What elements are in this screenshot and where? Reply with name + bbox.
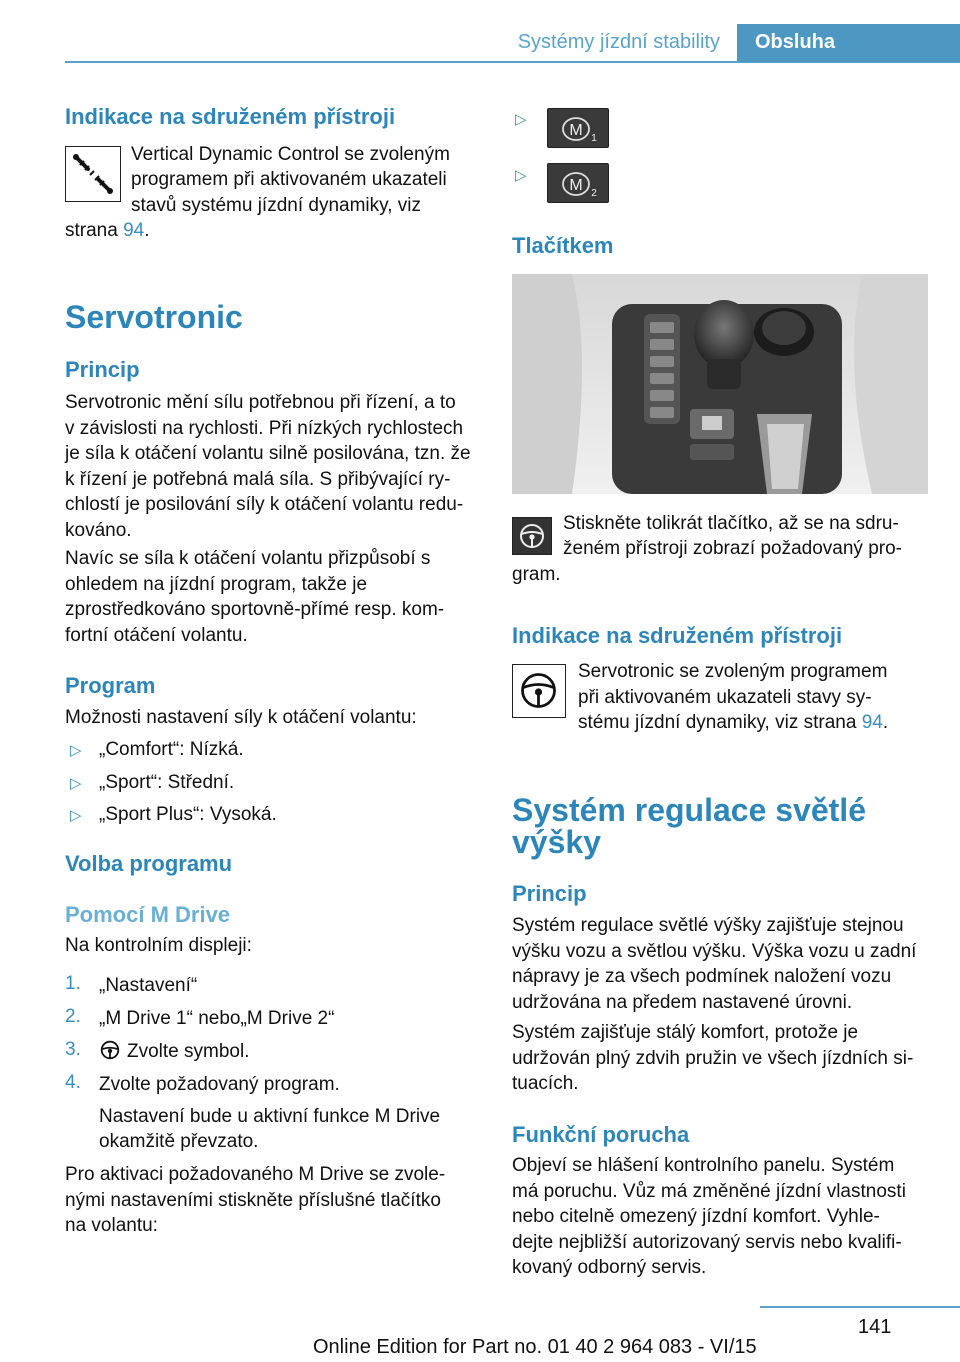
m2-letter: M <box>569 177 583 194</box>
text-line: Systém zajišťuje stálý komfort, protože je <box>512 1022 859 1043</box>
aktivace-paragraph <box>65 1162 485 1239</box>
step-note-line: Nastavení bude u aktivní funkce M Drive <box>99 1106 441 1127</box>
text-line: k řízení je potřebná malá síla. S přibývající ry‐ <box>65 468 451 490</box>
text-line: ohledem na jízdní program, takže je <box>65 573 368 595</box>
step-text: „Nastavení“ <box>99 975 198 996</box>
heading-system-line-2: výšky <box>512 824 601 860</box>
text-line: v závislosti na rychlosti. Při nízkých rychlostech <box>65 417 464 439</box>
step-number: 4. <box>65 1072 81 1093</box>
text-line: Systém regulace světlé výšky zajišťuje stejnou <box>512 915 904 936</box>
steering-wheel-indicator-icon <box>512 664 566 718</box>
heading-pomoci-m-drive: Pomocí M Drive <box>65 902 231 927</box>
shock-absorber-icon <box>65 146 121 202</box>
text-line: Objeví se hlášení kontrolního panelu. Systém <box>512 1155 895 1176</box>
pomoci-intro: Na kontrolním displeji: <box>65 935 252 956</box>
text-line: kovaný odborný servis. <box>512 1257 707 1278</box>
steering-wheel-icon <box>100 1040 120 1065</box>
text-line: Servotronic mění sílu potřebnou při řízení, a to <box>65 392 456 413</box>
program-item: „Sport Plus“: Vysoká. <box>99 804 277 825</box>
text-line: nápravy je za všech podmínek naložení vozu <box>512 966 892 987</box>
text-line: výšku vozu a světlou výšku. Výška vozu u zadní <box>512 940 917 962</box>
ind-text-line-3 <box>578 710 888 736</box>
heading-porucha: Funkční porucha <box>512 1122 690 1147</box>
header-chapter-tab: Obsluha <box>737 24 960 62</box>
heading-system-line-1: Systém regulace světlé <box>512 792 866 828</box>
heading-indikace: Indikace na sdruženém přístroji <box>65 104 396 129</box>
heading-princip-right: Princip <box>512 881 587 906</box>
princip-right-paragraph <box>512 913 932 1015</box>
bullet-triangle-icon: ▷ <box>515 111 527 128</box>
indikace-text-line-1: Vertical Dynamic Control se zvoleným <box>131 144 450 165</box>
heading-indikace-right: Indikace na sdruženém přístroji <box>512 623 843 648</box>
text-line: nými nastaveními stiskněte příslušné tlačítko <box>65 1189 441 1211</box>
program-item: „Sport“: Střední. <box>99 772 235 793</box>
m2-button-icon <box>547 163 609 203</box>
text-line: udržován plný zdvih pružin ve všech jízdních si‐ <box>512 1047 914 1069</box>
system-paragraph <box>512 1020 932 1097</box>
page-number: 141 <box>858 1316 892 1338</box>
indikace-strana: strana <box>65 220 124 241</box>
m1-button-icon <box>547 108 609 148</box>
indikace-text-line-3: stavů systému jízdní dynamiky, viz <box>131 195 422 216</box>
stisk-text-line-3: gram. <box>512 564 561 585</box>
step-text: Zvolte požadovaný program. <box>99 1074 340 1095</box>
heading-tlacitkem: Tlačítkem <box>512 233 614 258</box>
text-line: fortní otáčení volantu. <box>65 624 248 646</box>
text-line: zprostředkováno sportovně-přímé resp. kom‐ <box>65 599 445 620</box>
program-intro: Možnosti nastavení síly k otáčení volantu: <box>65 707 417 728</box>
ind-period: . <box>882 712 889 733</box>
ind-text-line-2: při aktivovaném ukazateli stavy sy‐ <box>578 687 872 708</box>
text-line: Pro aktivaci požadovaného M Drive se zvole‐ <box>65 1164 446 1185</box>
footer-edition: Online Edition for Part no. 01 40 2 964 083 - VI/15 <box>313 1336 757 1358</box>
bullet-triangle-icon: ▷ <box>515 167 527 184</box>
program-item: „Comfort“: Nízká. <box>99 739 244 760</box>
m2-subscript: 2 <box>591 188 597 199</box>
m1-subscript: 1 <box>591 133 597 144</box>
stisk-text-line-1: Stiskněte tolikrát tlačítko, až se na sdru‐ <box>563 513 899 534</box>
steering-wheel-button-icon <box>512 517 552 555</box>
text-line: tuacích. <box>512 1073 579 1094</box>
navic-paragraph <box>65 546 485 648</box>
text-line: má poruchu. Vůz má změněné jízdní vlastnosti <box>512 1180 906 1202</box>
text-line: dejte nejbližší autorizovaný servis nebo kvalifi‐ <box>512 1231 902 1253</box>
heading-program: Program <box>65 673 156 698</box>
text-line: chlostí je posilování síly k otáčení volantu redu‐ <box>65 494 464 515</box>
heading-servotronic: Servotronic <box>65 299 243 335</box>
bullet-triangle-icon: ▷ <box>70 807 82 824</box>
step-number: 3. <box>65 1039 81 1060</box>
heading-princip: Princip <box>65 357 140 382</box>
m1-letter: M <box>569 122 583 139</box>
page-link-94[interactable]: 94 <box>123 220 145 241</box>
step-text: „M Drive 1“ nebo„M Drive 2“ <box>99 1008 335 1029</box>
text-line: Navíc se síla k otáčení volantu přizpůsobí s <box>65 548 431 569</box>
indikace-text-line-4 <box>65 218 150 244</box>
step-number: 2. <box>65 1006 81 1027</box>
text-line: je síla k otáčení volantu silně posilována, tzn. že <box>65 443 471 464</box>
heading-volba: Volba programu <box>65 851 233 876</box>
step-note-line: okamžitě převzato. <box>99 1131 259 1152</box>
text-line: kováno. <box>65 519 132 541</box>
text-line: na volantu: <box>65 1215 158 1236</box>
ind-strana: stému jízdní dynamiky, viz strana <box>578 712 862 733</box>
center-console-photo <box>512 274 928 494</box>
bullet-triangle-icon: ▷ <box>70 775 82 792</box>
ind-text-line-1: Servotronic se zvoleným programem <box>578 661 888 682</box>
text-line: udržována na předem nastavené úrovni. <box>512 991 853 1013</box>
indikace-period: . <box>144 220 150 241</box>
indikace-text-line-2: programem při aktivovaném ukazateli <box>131 169 447 190</box>
princip-paragraph <box>65 390 485 543</box>
stisk-text-line-2: ženém přístroji zobrazí požadovaný pro‐ <box>563 538 902 559</box>
text-line: nebo citelně omezený jízdní komfort. Vyhle‐ <box>512 1206 880 1227</box>
header-section-title: Systémy jízdní stability <box>517 31 720 53</box>
step-text: Zvolte symbol. <box>127 1041 250 1062</box>
bullet-triangle-icon: ▷ <box>70 742 82 759</box>
page-link-94-right[interactable]: 94 <box>861 712 883 733</box>
step-number: 1. <box>65 973 81 994</box>
footer-rule <box>760 1306 960 1308</box>
porucha-paragraph <box>512 1153 932 1281</box>
